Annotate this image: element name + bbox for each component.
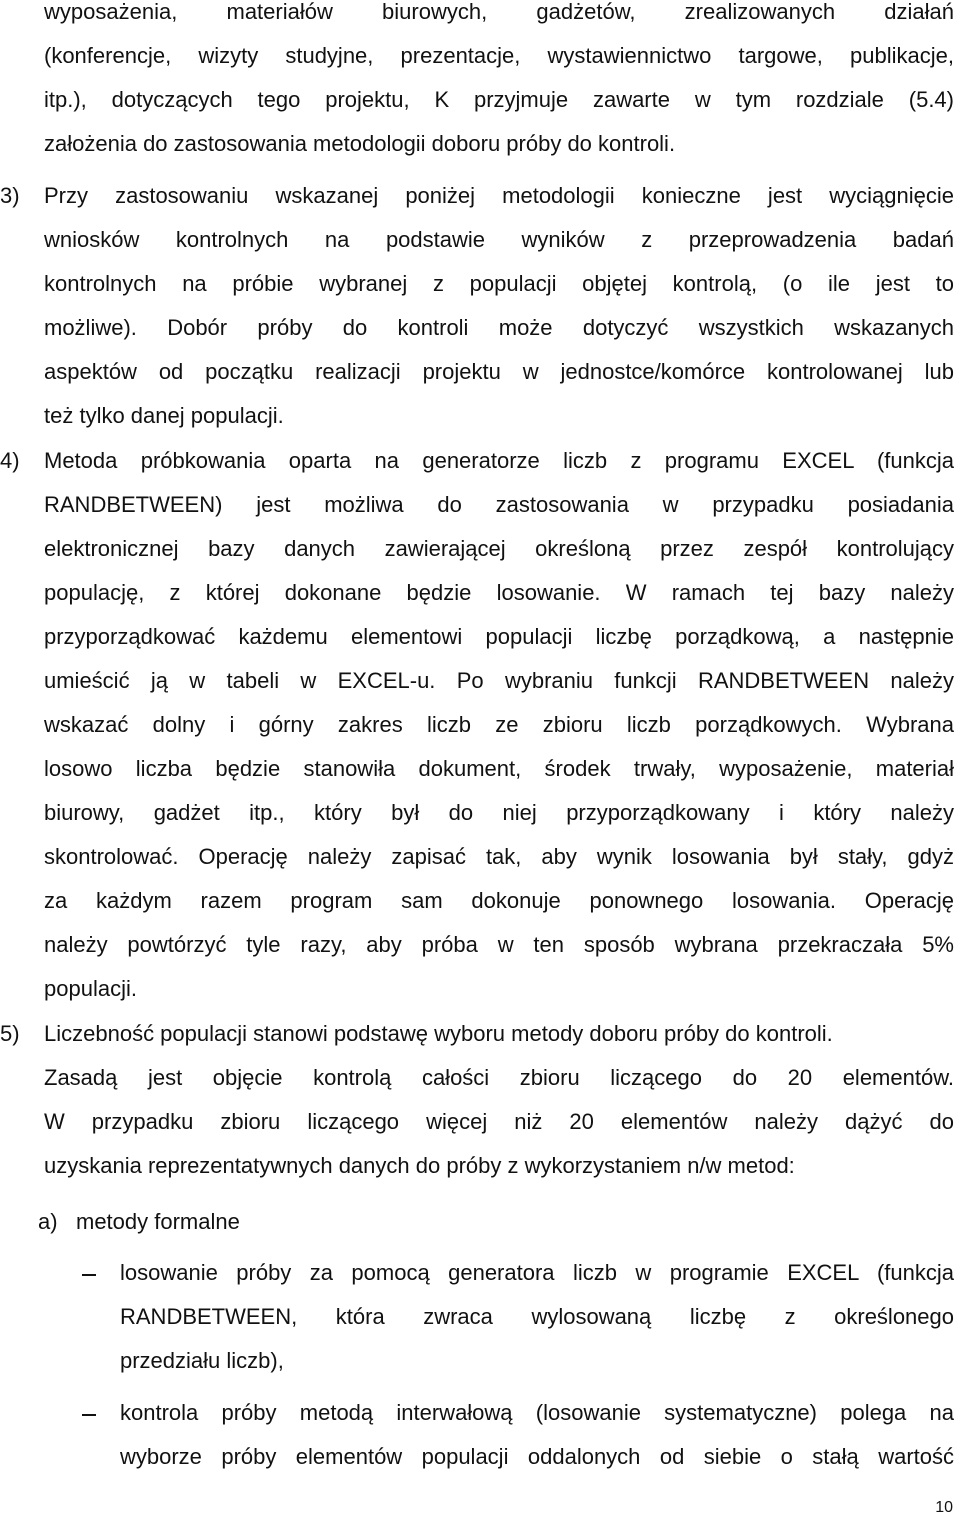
text-line: za każdym razem program sam dokonuje ponownego losowania. Operację (44, 888, 954, 913)
text-line: wyborze próby elementów populacji oddalonych od siebie o stałą wartość (120, 1444, 954, 1469)
dash-item-1 (120, 1251, 954, 1383)
intro-paragraph (44, 0, 954, 166)
text-line: umieścić ją w tabeli w EXCEL-u. Po wybraniu funkcji RANDBETWEEN należy (44, 668, 954, 693)
text-line: wniosków kontrolnych na podstawie wyników z przeprowadzenia badań (44, 227, 954, 252)
text-line: przyporządkować każdemu elementowi populacji liczbę porządkową, a następnie (44, 624, 954, 649)
text-line: itp.), dotyczących tego projektu, K przyjmuje zawarte w tym rozdziale (5.4) (44, 87, 954, 112)
text-line: też tylko danej populacji. (44, 403, 284, 428)
text-line: losowanie próby za pomocą generatora liczb w programie EXCEL (funkcja (120, 1260, 954, 1285)
text-line: RANDBETWEEN, która zwraca wylosowaną liczbę z określonego (120, 1304, 954, 1329)
text-line: możliwe). Dobór próby do kontroli może dotyczyć wszystkich wskazanych (44, 315, 954, 340)
text-line: (konferencje, wizyty studyjne, prezentacje, wystawiennictwo targowe, publikacje, (44, 43, 954, 68)
sub-item-label: a) (38, 1209, 58, 1234)
text-line: populacji. (44, 976, 137, 1001)
text-line: biurowy, gadżet itp., który był do niej przyporządkowany i który należy (44, 800, 954, 825)
item-3-paragraph (44, 174, 954, 438)
text-line: założenia do zastosowania metodologii doboru próby do kontroli. (44, 131, 676, 156)
text-line: wyposażenia, materiałów biurowych, gadżetów, zrealizowanych działań (44, 0, 954, 24)
text-line: uzyskania reprezentatywnych danych do próby z wykorzystaniem n/w metod: (44, 1153, 795, 1178)
text-line: kontrolnych na próbie wybranej z populacji objętej kontrolą, (o ile jest to (44, 271, 954, 296)
item-number: 4) (0, 448, 20, 473)
text-line: elektronicznej bazy danych zawierającej określoną przez zespół kontrolujący (44, 536, 954, 561)
text-line: RANDBETWEEN) jest możliwa do zastosowania w przypadku posiadania (44, 492, 954, 517)
text-line: należy powtórzyć tyle razy, aby próba w ten sposób wybrana przekraczała 5% (44, 932, 954, 957)
item-number: 5) (0, 1021, 20, 1046)
dash-item-2 (120, 1391, 954, 1479)
text-line: Metoda próbkowania oparta na generatorze liczb z programu EXCEL (funkcja (44, 448, 954, 473)
text-line: aspektów od początku realizacji projektu w jednostce/komórce kontrolowanej lub (44, 359, 954, 384)
item-number: 3) (0, 183, 20, 208)
sub-item-text: metody formalne (76, 1209, 240, 1234)
text-line: Przy zastosowaniu wskazanej poniżej metodologii konieczne jest wyciągnięcie (44, 183, 954, 208)
text-line: kontrola próby metodą interwałową (losowanie systematyczne) polega na (120, 1400, 954, 1425)
text-line: skontrolować. Operację należy zapisać tak, aby wynik losowania był stały, gdyż (44, 844, 954, 869)
text-line: wskazać dolny i górny zakres liczb ze zbioru liczb porządkowych. Wybrana (44, 712, 954, 737)
text-line: Liczebność populacji stanowi podstawę wyboru metody doboru próby do kontroli. (44, 1021, 833, 1046)
dash-bullet-icon (82, 1414, 96, 1416)
page-number: 10 (935, 1499, 953, 1516)
item-4-paragraph (44, 439, 954, 1011)
text-line: populację, z której dokonane będzie losowanie. W ramach tej bazy należy (44, 580, 954, 605)
dash-bullet-icon (82, 1274, 96, 1276)
text-line: Zasadą jest objęcie kontrolą całości zbioru liczącego do 20 elementów. (44, 1065, 954, 1090)
text-line: przedziału liczb), (120, 1348, 284, 1373)
text-line: losowo liczba będzie stanowiła dokument, środek trwały, wyposażenie, materiał (44, 756, 954, 781)
text-line: W przypadku zbioru liczącego więcej niż 20 elementów należy dążyć do (44, 1109, 954, 1134)
item-5-paragraph (44, 1012, 954, 1188)
